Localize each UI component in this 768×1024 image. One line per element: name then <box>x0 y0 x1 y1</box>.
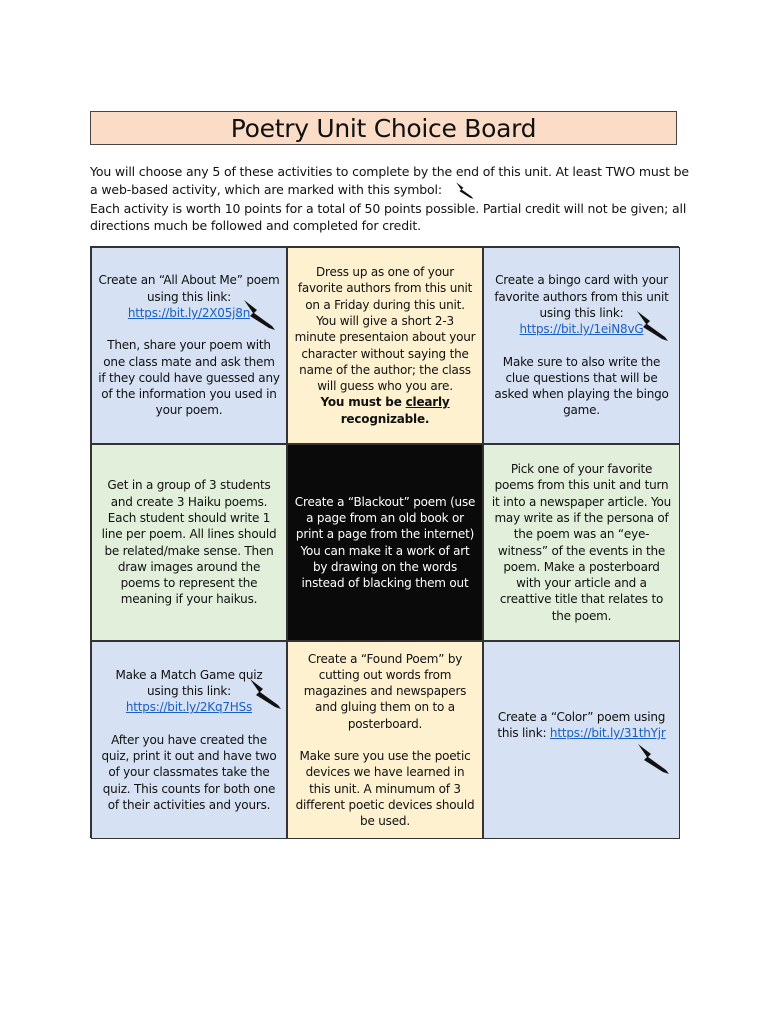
lightning-bolt-icon <box>636 740 672 776</box>
cell-all-about-me: Create an “All About Me” poem using this link: https://bit.ly/2X05j8n Then, share your poem with one class mate and ask them if they could have guessed any of the information you used in your poem. <box>91 247 287 444</box>
intro-line-2: Each activity is worth 10 points for a total of 50 points possible. Partial credit will not be given; all directions much be followed and completed for credit. <box>90 201 687 233</box>
page-title: Poetry Unit Choice Board <box>230 113 537 143</box>
intro-line-1: You will choose any 5 of these activities to complete by the end of this unit. At least TWO must be a web-based activity, which are marked with this symbol: <box>90 163 690 200</box>
intro-text <box>90 163 690 234</box>
title-box <box>90 111 677 145</box>
lightning-bolt-icon <box>242 296 278 332</box>
bingo-link[interactable]: https://bit.ly/1eiN8vG <box>519 322 644 337</box>
lightning-bolt-icon <box>454 180 476 200</box>
color-poem-link[interactable]: https://bit.ly/31thYjr <box>549 726 666 740</box>
cell-blackout: Create a “Blackout” poem (use a page from an old book or print a page from the internet) You can make it a work of art by drawing on the words instead of blacking them out <box>287 444 483 641</box>
cell-newspaper: Pick one of your favorite poems from this unit and turn it into a newspaper article. You may write as if the persona of the poem was an “eye-witness” of the events in the poem. Make a posterboard with your article and a creattive title that relates to the poem. <box>483 444 680 641</box>
cell-haiku: Get in a group of 3 students and create 3 Haiku poems. Each student should write 1 line per poem. All lines should be related/make sense. Then draw images around the poems to represent the meaning if your haikus. <box>91 444 287 641</box>
choice-board-grid <box>90 246 679 838</box>
lightning-bolt-icon <box>635 307 671 343</box>
match-game-link[interactable]: https://bit.ly/2Kq7HSs <box>125 700 253 715</box>
cell-match-game: Make a Match Game quiz using this link: https://bit.ly/2Kq7HSs After you have created the quiz, print it out and have two of your classmates take the quiz. This counts for both one of their activities and yours. <box>91 641 287 839</box>
all-about-me-link[interactable]: https://bit.ly/2X05j8n <box>127 305 251 320</box>
cell-dress-up: Dress up as one of your favorite authors from this unit on a Friday during this unit. You will give a short 2-3 minute presentaion about your character without saying the name of the author; the class will guess who you are. You must be clearly recognizable. <box>287 247 483 444</box>
lightning-bolt-icon <box>248 675 284 711</box>
dress-up-requirement: You must be clearly recognizable. <box>320 395 450 426</box>
cell-found-poem: Create a “Found Poem” by cutting out words from magazines and newspapers and gluing them on to a posterboard. Make sure you use the poetic devices we have learned in this unit. A minumum of 3 different poetic devices should be used. <box>287 641 483 839</box>
cell-color-poem: Create a “Color” poem using this link: https://bit.ly/31thYjr <box>483 641 680 839</box>
cell-bingo: Create a bingo card with your favorite authors from this unit using this link: https://bit.ly/1eiN8vG Make sure to also write the clue questions that will be asked when playing the bingo game. <box>483 247 680 444</box>
